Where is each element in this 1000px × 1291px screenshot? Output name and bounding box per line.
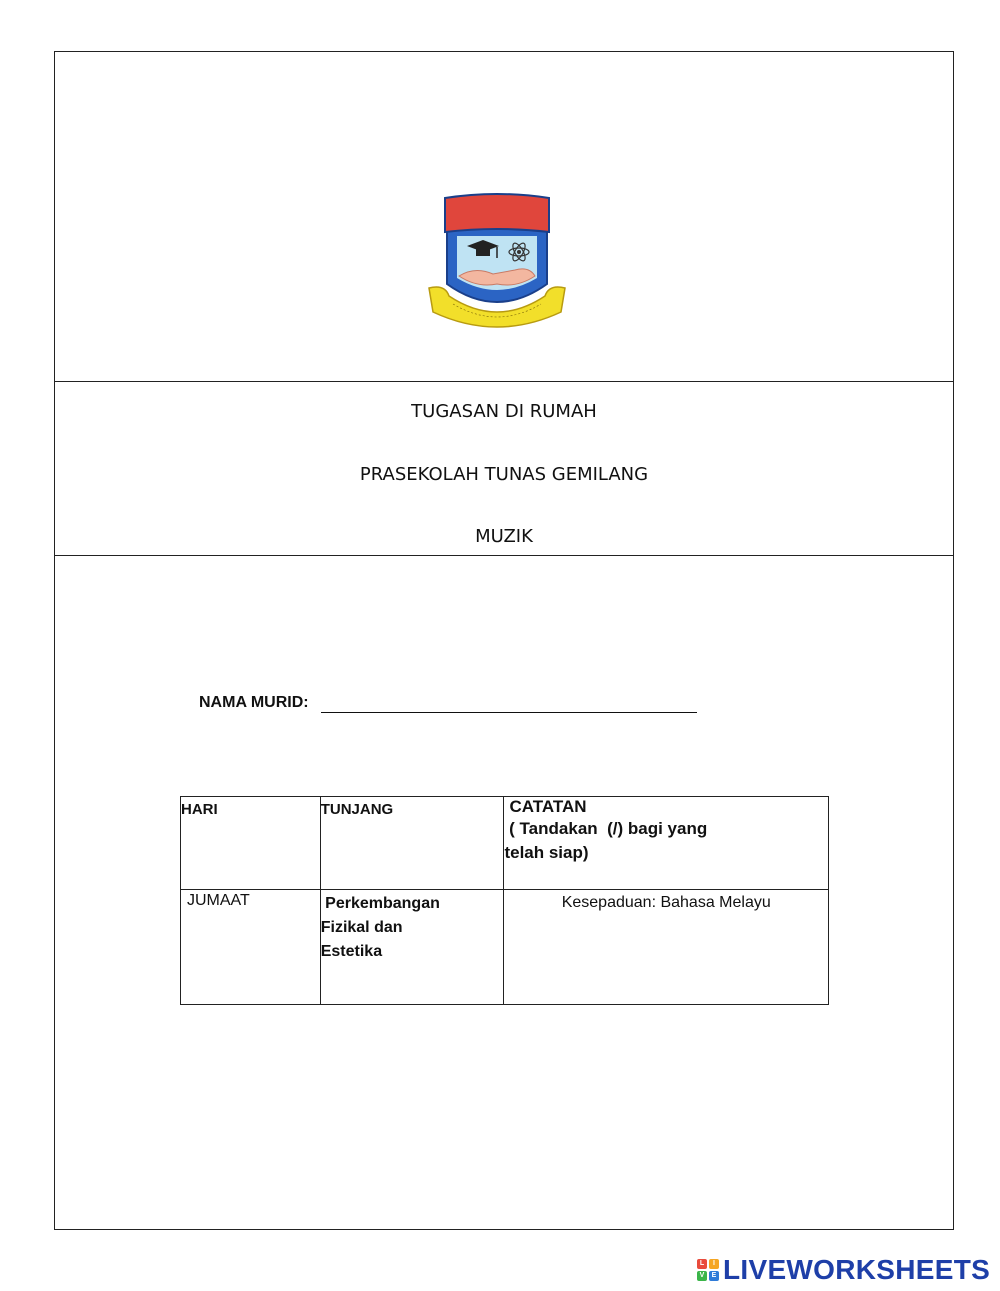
table-row bbox=[181, 890, 829, 1005]
cell-hari: JUMAAT bbox=[181, 890, 321, 1005]
header-cell-catatan bbox=[504, 797, 829, 890]
logo-letter-l: L bbox=[697, 1259, 707, 1269]
liveworksheets-brand[interactable] bbox=[697, 1254, 990, 1286]
header-title-task: TUGASAN DI RUMAH bbox=[411, 401, 597, 422]
header-title-subject: MUZIK bbox=[475, 526, 533, 547]
task-table bbox=[180, 796, 829, 1005]
tunjang-line-3: Estetika bbox=[320, 943, 383, 960]
logo-letter-e: E bbox=[709, 1271, 719, 1281]
section-divider-logo bbox=[54, 381, 954, 382]
header-cell-hari: HARI bbox=[181, 797, 321, 890]
student-name-label: NAMA MURID: bbox=[199, 694, 309, 711]
header-title-school: PRASEKOLAH TUNAS GEMILANG bbox=[359, 464, 649, 485]
catatan-instruction-line-2: telah siap) bbox=[504, 843, 589, 862]
school-crest-icon bbox=[425, 192, 570, 337]
table-header-row bbox=[181, 797, 829, 890]
cell-tunjang bbox=[320, 890, 504, 1005]
brand-text: LIVEWORKSHEETS bbox=[723, 1254, 991, 1285]
student-name-input-line[interactable] bbox=[321, 712, 697, 713]
section-divider-title bbox=[54, 555, 954, 556]
tunjang-line-1: Perkembangan bbox=[320, 895, 440, 912]
tunjang-line-2: Fizikal dan bbox=[320, 919, 403, 936]
catatan-title: CATATAN bbox=[509, 797, 587, 816]
cell-catatan[interactable]: Kesepaduan: Bahasa Melayu bbox=[504, 890, 829, 1005]
catatan-instruction-line-1: ( Tandakan (/) bagi yang bbox=[504, 819, 708, 838]
logo-letter-v: V bbox=[697, 1271, 707, 1281]
logo-letter-i: I bbox=[709, 1259, 719, 1269]
header-cell-tunjang: TUNJANG bbox=[320, 797, 504, 890]
liveworksheets-logo-icon bbox=[697, 1259, 719, 1281]
